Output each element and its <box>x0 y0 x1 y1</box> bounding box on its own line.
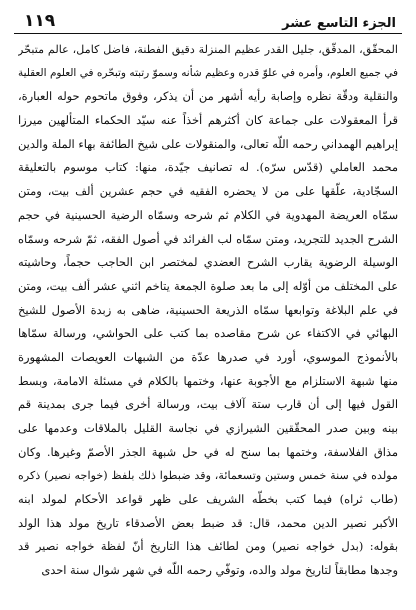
text-line: بالأنموذج الموسوي، أورد في صدرها عدّة من الشبهات العويصات المشهورة <box>18 349 398 364</box>
text-line: السجّادية، علّقها على من لا يحضره الفقيه في حجم عشرين ألف بيت، ومتن <box>18 184 398 199</box>
text-line: بينه وبين صدر المحقّقين الشيرازي في نجاسة القليل بالملاقات وعدمها على <box>18 421 398 435</box>
text-line: الأكبر نصير الدين محمد، قال: قد ضبط بعض الأصدقاء تاريخ مولد هذا الولد <box>18 515 398 530</box>
body-text <box>18 38 398 583</box>
text-line: وجدها مطابقاً لتاريخ مولد والده، وتوفّي رحمه اللّه في شهر شوال سنة احدى <box>41 563 398 578</box>
text-line: قرأ المعقولات على جماعة كان أكثرهم أخذاً عنه سيّد الحكماء المتألهين ميرزا <box>18 113 398 128</box>
text-line: مذاق الفلاسفة، وختمها بما سنح له في حل شبهة الجذر الأصمّ وغيرها. وكان <box>18 444 398 459</box>
running-header <box>14 8 402 34</box>
text-line: الوسيلة الرضوية يقارب الشرح العضدي لمختصر ابن الحاجب حجماً، وحاشيته <box>18 255 398 270</box>
text-line: والنقلية ودقّة نظره وإصابة رأيه أشهر من أن يذكر، وفوق ماتحوم حوله العبارة، <box>18 89 398 104</box>
text-line: إبراهيم الهمداني رحمه اللّه تعالى، والمنقولات على شيخ الطائفة بهاء الملة والدين <box>18 136 398 151</box>
text-line: منها شبهة الاستلزام مع الأجوبة عنها، وختمها بالكلام في مسئلة الامامة، وبسط <box>18 373 398 388</box>
page-number: ١١٩ <box>24 11 56 31</box>
text-line: القول فيها إلى أن قارب ستة آلاف بيت، ورسالة أخرى فيما جرى بمدينة قم <box>18 397 398 412</box>
text-line: على المختلف من أوّله إلى ما بعد صلوة الجمعة يتاخم اثني عشر ألف بيت، ومتن <box>18 278 398 293</box>
text-line: مولده في سنة خمس وستين وتسعمائة، وقد ضبطوا ذلك بلفظ (خواجه نصير) ذكره <box>18 469 398 483</box>
text-line: محمد العاملي (قدّس سرّه). له تصانيف جيّدة، منها: كتاب موسوم بالتعليقة <box>18 160 398 175</box>
section-title: الجزء التاسع عشر <box>282 16 396 31</box>
text-line: في جميع العلوم، وأمره في علوّ قدره وعظيم شأنه وسموّ رتبته وتبحّره في العلوم العقلية <box>18 66 398 79</box>
text-line: في علم البلاغة وتوابعها سمّاه الذريعة الحسينية، ضاهى به زبدة الأصول للشيخ <box>18 302 398 317</box>
text-line: البهائي في الاكتفاء عن شرح مقاصده بما كتب على الحواشي، ورسالة سمّاها <box>18 326 398 341</box>
text-line: الشرح الجديد للتجريد، ومتن سمّاه لب الفرائد في أصول الفقه، ثمّ شرحه وسمّاه <box>18 231 398 246</box>
text-line: المحقّق، المدقّق، جليل القدر عظيم المنزلة دقيق الفطنة، فاضل كامل، عالم متبحّر <box>18 43 398 56</box>
text-line: سمّاه العريضة المهدوية في الكلام ثم شرحه وسمّاه الرضية الحسينية في حجم <box>18 207 398 222</box>
text-line: بقوله: (بدل خواجه نصير) ومن لطائف هذا التاريخ أنّ لفظة خواجه نصير قد <box>18 539 398 554</box>
text-line: (طاب ثراه) فيما كتب بخطّه الشريف على ظهر قواعد الأحكام لمولد ابنه <box>18 492 398 507</box>
